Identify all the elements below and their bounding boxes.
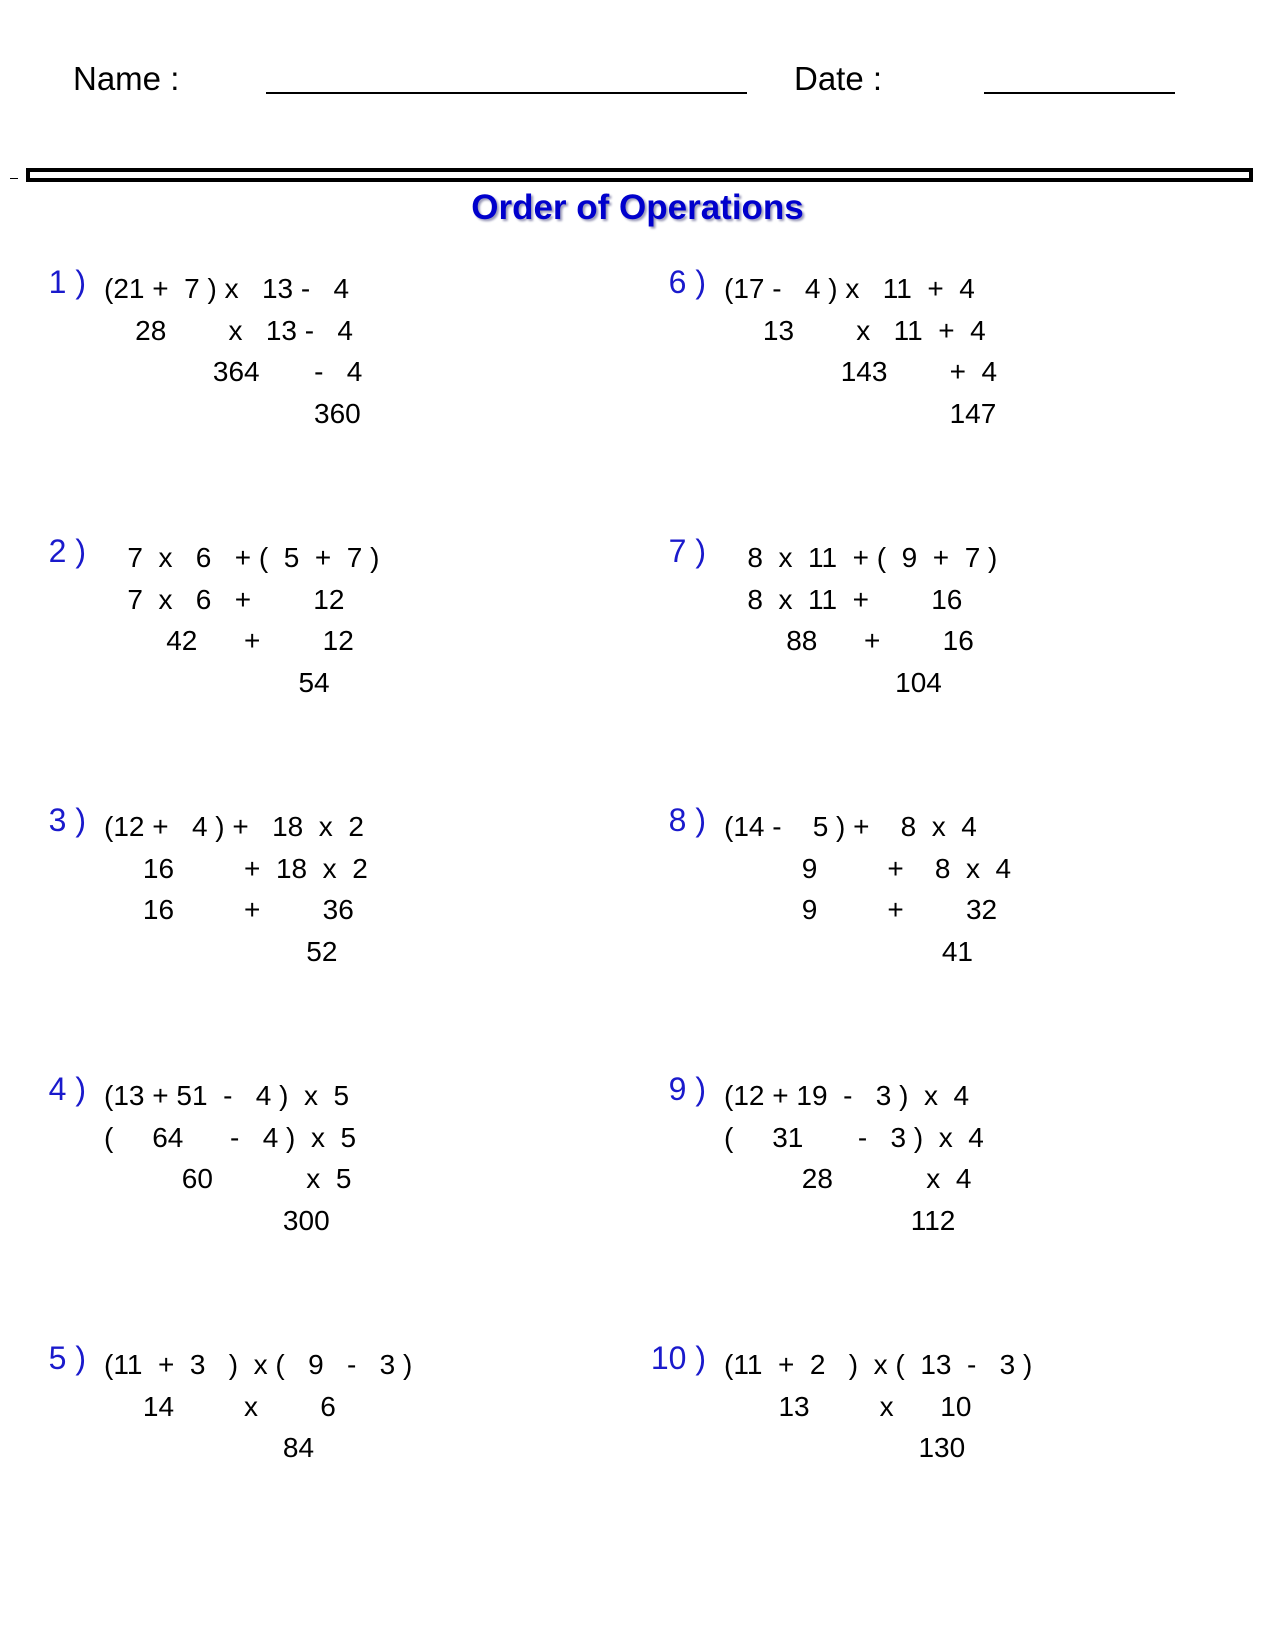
problem-answer: 112 [724, 1204, 956, 1236]
problem-number: 3 ) [48, 802, 86, 838]
problem-expression: (13 + 51 - 4 ) x 5 [104, 1080, 350, 1111]
problem-3 [48, 802, 368, 972]
problem-answer: 104 [724, 666, 942, 698]
solution-step: 42 + 12 [104, 625, 354, 656]
problem-number: 6 ) [668, 264, 706, 300]
problem-answer: 360 [104, 397, 361, 429]
problem-9 [668, 1071, 984, 1241]
page-title: Order of Operations [471, 188, 804, 227]
problem-answer: 130 [724, 1432, 966, 1463]
problem-number: 9 ) [668, 1071, 706, 1107]
problem-7 [668, 533, 998, 703]
problem-number: 7 ) [668, 533, 706, 569]
problem-1 [48, 264, 363, 434]
solution-step: 16 + 18 x 2 [104, 852, 368, 884]
problem-2 [48, 533, 380, 703]
problem-number: 8 ) [668, 802, 706, 838]
problem-expression: (12 + 4 ) + 18 x 2 [104, 811, 364, 842]
solution-step: 13 x 11 + 4 [724, 314, 986, 346]
problem-number: 10 ) [650, 1340, 706, 1376]
problem-number: 4 ) [48, 1071, 86, 1107]
problem-8 [668, 802, 1012, 972]
problem-expression: (11 + 3 ) x ( 9 - 3 ) [104, 1349, 413, 1380]
problem-10 [650, 1340, 1033, 1469]
header-divider [26, 168, 1253, 182]
problem-expression: (14 - 5 ) + 8 x 4 [724, 811, 977, 842]
problem-expression: (21 + 7 ) x 13 - 4 [104, 273, 350, 304]
problem-number: 1 ) [48, 264, 86, 300]
problem-expression: (12 + 19 - 3 ) x 4 [724, 1080, 970, 1111]
solution-step: 28 x 13 - 4 [104, 314, 353, 346]
solution-step: 28 x 4 [724, 1163, 972, 1194]
problem-6 [668, 264, 998, 434]
problem-answer: 41 [724, 935, 973, 967]
problem-expression: 7 x 6 + ( 5 + 7 ) [104, 542, 380, 573]
solution-step: 16 + 36 [104, 894, 354, 925]
name-input-line[interactable] [266, 92, 747, 94]
solution-step: 60 x 5 [104, 1163, 352, 1194]
date-input-line[interactable] [984, 92, 1175, 94]
solution-step: 88 + 16 [724, 625, 974, 656]
problem-answer: 52 [104, 935, 338, 967]
solution-step: 9 + 8 x 4 [724, 852, 1012, 884]
problem-expression: (17 - 4 ) x 11 + 4 [724, 273, 975, 304]
problem-number: 2 ) [48, 533, 86, 569]
problem-answer: 84 [104, 1432, 315, 1463]
solution-step: 9 + 32 [724, 894, 998, 925]
solution-step: 8 x 11 + 16 [724, 583, 963, 615]
date-label: Date : [794, 60, 883, 97]
problem-number: 5 ) [48, 1340, 86, 1376]
solution-step: ( 64 - 4 ) x 5 [104, 1121, 357, 1153]
problem-4 [48, 1071, 357, 1241]
solution-step: 7 x 6 + 12 [104, 583, 345, 615]
solution-step: 143 + 4 [724, 356, 998, 387]
divider-tick [10, 178, 18, 179]
problem-answer: 300 [104, 1204, 330, 1236]
solution-step: 364 - 4 [104, 356, 363, 387]
problem-expression: (11 + 2 ) x ( 13 - 3 ) [724, 1349, 1033, 1380]
problem-answer: 147 [724, 397, 997, 429]
problem-expression: 8 x 11 + ( 9 + 7 ) [724, 542, 998, 573]
solution-step: ( 31 - 3 ) x 4 [724, 1121, 984, 1153]
problem-answer: 54 [104, 666, 330, 698]
name-label: Name : [73, 60, 180, 97]
solution-step: 14 x 6 [104, 1390, 336, 1422]
problem-5 [48, 1340, 413, 1469]
solution-step: 13 x 10 [724, 1390, 972, 1422]
